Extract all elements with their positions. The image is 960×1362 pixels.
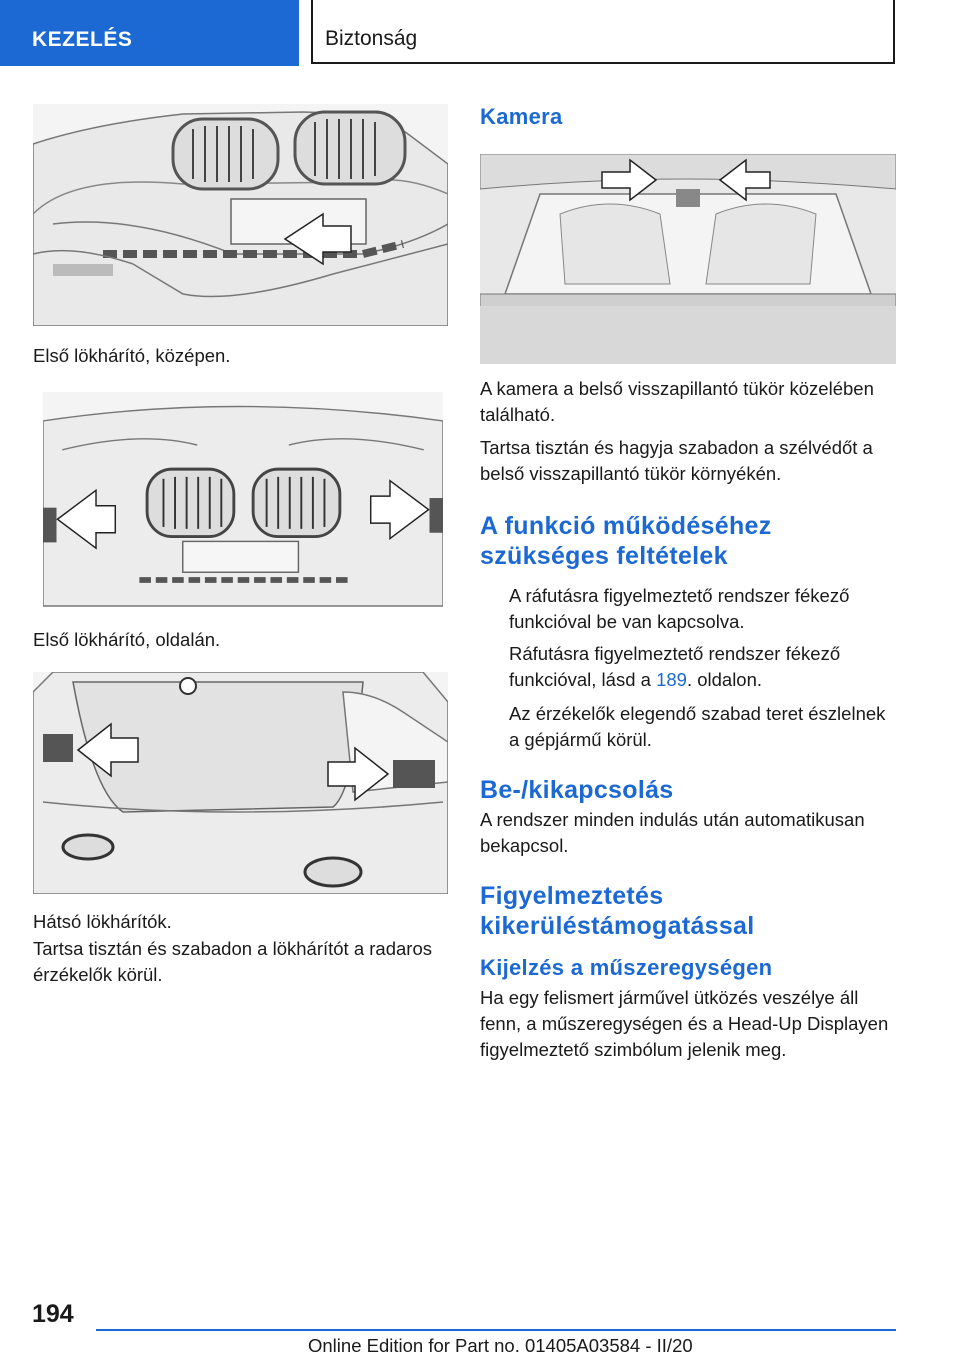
condition-item-1 [480,583,896,693]
front-bumper-center-image [33,104,448,326]
condition-ref-pre: Ráfutásra figyelmeztető rendszer fékező funkcióval, lásd a [509,643,841,690]
section-tab [0,0,299,66]
kamera-clean-paragraph: Tartsa tisztán és hagyja szabadon a szélvédőt a belső visszapillantó tükör környékén. [480,437,873,484]
chapter-label: Biztonság [325,27,418,50]
display-paragraph: Ha egy felismert járművel ütközés veszélye áll fenn, a műszeregységen és a Head-Up Displayen figyelmeztető szimbólum jelenik meg. [480,987,889,1060]
condition-item-2 [480,701,896,753]
chapter-header [311,0,895,64]
rear-bumper-image [33,672,448,894]
kamera-location-paragraph: A kamera a belső visszapillantó tükör közelében található. [480,378,874,425]
radar-clean-paragraph: Tartsa tisztán és szabadon a lökhárítót a radaros érzékelők körül. [33,938,432,985]
right-column [480,100,896,1063]
warning-heading: Figyelmeztetés kikerüléstámogatással [480,882,755,940]
kamera-heading: Kamera [480,104,563,129]
caption-front-center: Első lökhárító, középen. [33,345,231,366]
condition-text-1: A ráfutásra figyelmeztető rendszer fékező funkcióval be van kapcsolva. [509,585,850,632]
caption-rear: Hátsó lökhárítók. [33,911,172,932]
caption-front-side: Első lökhárító, oldalán. [33,629,221,650]
section-label: KEZELÉS [32,28,133,51]
camera-interior-image [480,154,896,364]
page-number: 194 [32,1300,74,1328]
display-heading: Kijelzés a műszeregységen [480,955,773,980]
footer-divider [96,1329,896,1331]
left-column [33,104,448,988]
function-conditions-heading: A funkció működéséhez szükséges feltételek [480,512,772,570]
condition-text-2: Az érzékelők elegendő szabad teret észlelnek a gépjármű körül. [509,703,886,750]
on-off-paragraph: A rendszer minden indulás után automatikusan bekapcsol. [480,809,865,856]
condition-ref-post: . oldalon. [686,669,763,690]
front-bumper-side-image [43,388,443,610]
on-off-heading: Be-/kikapcsolás [480,776,674,804]
page-ref-link[interactable]: 189 [656,669,687,690]
edition-label: Online Edition for Part no. 01405A03584 - II/20 [308,1335,693,1356]
